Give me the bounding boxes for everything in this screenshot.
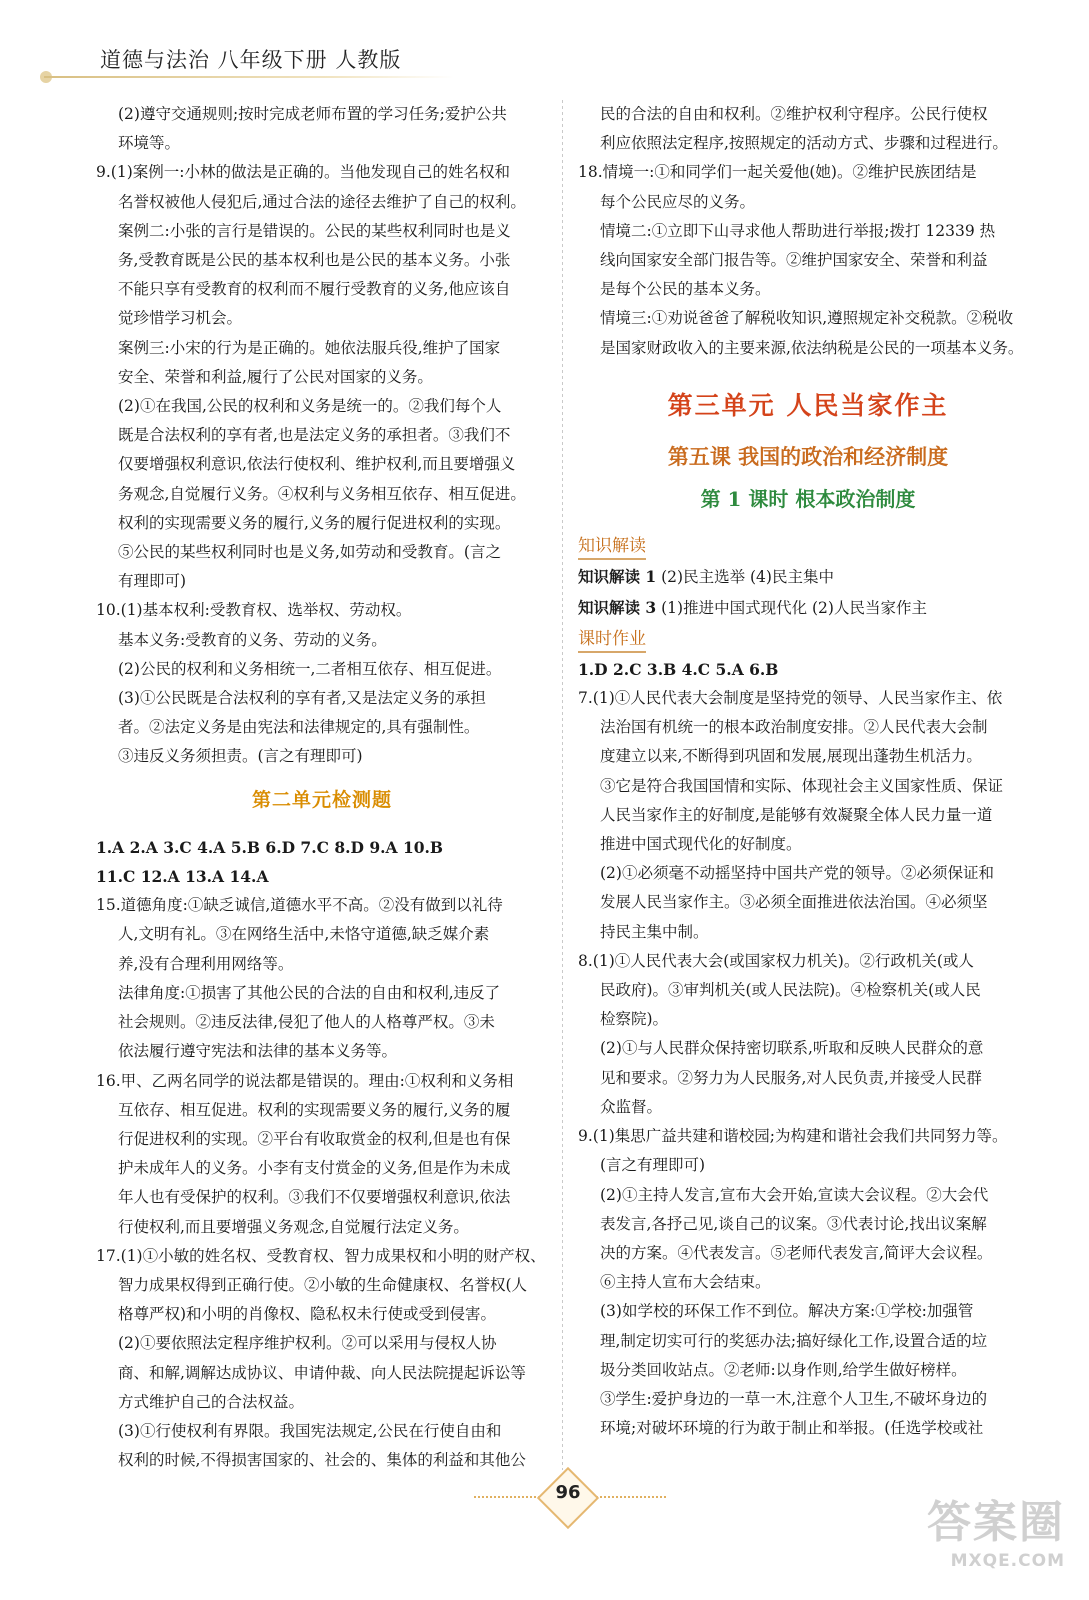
text-line: 理,制定切实可行的奖惩办法;搞好绿化工作,设置合适的垃 bbox=[600, 1331, 988, 1350]
text-line: 商、和解,调解达成协议、申请仲裁、向人民法院提起诉讼等 bbox=[118, 1363, 526, 1382]
text-line: 依法履行遵守宪法和法律的基本义务等。 bbox=[118, 1042, 398, 1061]
knowledge-label: 知识解读 3 bbox=[578, 597, 657, 617]
text-line: 互依存、相互促进。权利的实现需要义务的履行,义务的履 bbox=[118, 1100, 511, 1119]
text-line: 7.(1)①人民代表大会制度是坚持党的领导、人民当家作主、依 bbox=[578, 689, 1003, 708]
text-line: 10.(1)基本权利:受教育权、选举权、劳动权。 bbox=[96, 601, 412, 620]
text-line: 度建立以来,不断得到巩固和发展,展现出蓬勃生机活力。 bbox=[600, 747, 982, 766]
text-line: 年人也有受保护的权利。③我们不仅要增强权利意识,依法 bbox=[118, 1188, 511, 1207]
page-number-rule-right bbox=[596, 1496, 666, 1498]
text-line: 8.(1)①人民代表大会(或国家权力机关)。②行政机关(或人 bbox=[578, 951, 974, 970]
text-line: (2)遵守交通规则;按时完成老师布置的学习任务;爱护公共 bbox=[118, 105, 507, 123]
text-line: 18.情境一:①和同学们一起关爱他(她)。②维护民族团结是 bbox=[578, 163, 977, 182]
text-line: (3)如学校的环保工作不到位。解决方案:①学校:加强管 bbox=[600, 1302, 974, 1321]
text-line: 民的合法的自由和权利。②维护权利守程序。公民行使权 bbox=[600, 105, 988, 123]
text-line: 检察院)。 bbox=[600, 1010, 669, 1029]
text-line: 15.道德角度:①缺乏诚信,道德水平不高。②没有做到以礼待 bbox=[96, 896, 503, 915]
text-line: 方式维护自己的合法权益。 bbox=[118, 1392, 305, 1411]
column-divider bbox=[562, 100, 563, 1470]
text-line: (3)①公民既是合法权利的享有者,又是法定义务的承担 bbox=[118, 689, 486, 708]
text-line: 人,文明有礼。③在网络生活中,未恪守道德,缺乏媒介素 bbox=[118, 925, 490, 944]
text-line: (2)公民的权利和义务相统一,二者相互依存、相互促进。 bbox=[118, 659, 502, 678]
text-line: 决的方案。④代表发言。⑤老师代表发言,简评大会议程。 bbox=[600, 1243, 993, 1262]
text-line: 见和要求。②努力为人民服务,对人民负责,并接受人民群 bbox=[600, 1068, 982, 1087]
knowledge-answer: (2)民主选举 (4)民主集中 bbox=[656, 568, 834, 587]
text-line: (2)①必须毫不动摇坚持中国共产党的领导。②必须保证和 bbox=[600, 864, 994, 883]
text-line: 权利的实现需要义务的履行,义务的履行促进权利的实现。 bbox=[118, 513, 511, 532]
mc-answers: 1.A 2.A 3.C 4.A 5.B 6.D 7.C 8.D 9.A 10.B bbox=[96, 837, 444, 857]
left-column bbox=[96, 100, 548, 1475]
text-line: ③学生:爱护身边的一草一木,注意个人卫生,不破坏身边的 bbox=[600, 1389, 988, 1408]
text-line: 表发言,各抒己见,谈自己的议案。③代表讨论,找出议案解 bbox=[600, 1214, 987, 1233]
page-number: 96 bbox=[555, 1482, 581, 1503]
text-line: 护未成年人的义务。小李有支付赏金的义务,但是作为未成 bbox=[118, 1159, 511, 1178]
text-line: 法律角度:①损害了其他公民的合法的自由和权利,违反了 bbox=[118, 983, 501, 1002]
text-line: 发展人民当家作主。③必须全面推进依法治国。④必须坚 bbox=[600, 893, 988, 912]
text-line: (2)①在我国,公民的权利和义务是统一的。②我们每个人 bbox=[118, 397, 502, 416]
watermark-text: 答案圈 bbox=[927, 1497, 1065, 1548]
text-line: 法治国有机统一的根本政治制度安排。②人民代表大会制 bbox=[600, 718, 988, 737]
text-line: 众监督。 bbox=[600, 1097, 663, 1116]
text-line: 人民当家作主的好制度,是能够有效凝聚全体人民力量一道 bbox=[600, 805, 993, 824]
text-line: 不能只享有受教育的权利而不履行受教育的义务,他应该自 bbox=[118, 280, 511, 299]
text-line: 务,受教育既是公民的基本权利也是公民的基本义务。小张 bbox=[118, 251, 511, 270]
watermark-logo bbox=[915, 1495, 1065, 1590]
text-line: 9.(1)集思广益共建和谐校园;为构建和谐社会我们共同努力等。 bbox=[578, 1127, 1008, 1146]
text-line: 圾分类回收站点。②老师:以身作则,给学生做好榜样。 bbox=[600, 1360, 967, 1379]
text-line: 行使权利,而且要增强义务观念,自觉履行法定义务。 bbox=[118, 1217, 469, 1236]
text-line: 有理即可) bbox=[118, 572, 187, 591]
knowledge-label: 知识解读 1 bbox=[578, 567, 657, 587]
text-line: 者。②法定义务是由宪法和法律规定的,具有强制性。 bbox=[118, 718, 480, 737]
text-line: (2)①与人民群众保持密切联系,听取和反映人民群众的意 bbox=[600, 1039, 984, 1058]
text-line: 情境三:①劝说爸爸了解税收知识,遵照规定补交税款。②税收 bbox=[600, 309, 1014, 328]
text-line: ③违反义务须担责。(言之有理即可) bbox=[118, 747, 363, 766]
section-tag-homework: 课时作业 bbox=[578, 627, 646, 653]
text-line: 是国家财政收入的主要来源,依法纳税是公民的一项基本义务。 bbox=[600, 338, 1024, 357]
text-line: 线向国家安全部门报告等。②维护国家安全、荣誉和利益 bbox=[600, 251, 988, 270]
right-column bbox=[578, 100, 1038, 1443]
text-line: 9.(1)案例一:小林的做法是正确的。当他发现自己的姓名权和 bbox=[96, 163, 510, 182]
text-line: (3)①行使权利有界限。我国宪法规定,公民在行使自由和 bbox=[118, 1421, 502, 1440]
watermark-url: MXQE.COM bbox=[950, 1551, 1065, 1571]
text-line: 环境等。 bbox=[118, 134, 181, 153]
unit-title: 第三单元 人民当家作主 bbox=[667, 390, 949, 420]
text-line: 既是合法权利的享有者,也是法定义务的承担者。③我们不 bbox=[118, 426, 511, 445]
text-line: ⑤公民的某些权利同时也是义务,如劳动和受教育。(言之 bbox=[118, 543, 501, 562]
text-line: ⑥主持人宣布大会结束。 bbox=[600, 1273, 771, 1292]
text-line: 利应依照法定程序,按照规定的活动方式、步骤和过程进行。 bbox=[600, 134, 1008, 153]
text-line: 务观念,自觉履行义务。④权利与义务相互依存、相互促进。 bbox=[118, 484, 526, 503]
text-line: 案例二:小张的言行是错误的。公民的某些权利同时也是义 bbox=[118, 221, 511, 240]
text-line: 名誉权被他人侵犯后,通过合法的途径去维护了自己的权利。 bbox=[118, 192, 526, 211]
text-line: 持民主集中制。 bbox=[600, 922, 709, 941]
running-header: 道德与法治 八年级下册 人教版 bbox=[100, 48, 402, 72]
text-line: 16.甲、乙两名同学的说法都是错误的。理由:①权利和义务相 bbox=[96, 1071, 514, 1090]
text-line: (2)①要依照法定程序维护权利。②可以采用与侵权人协 bbox=[118, 1334, 497, 1353]
text-line: 行促进权利的实现。②平台有收取赏金的权利,但是也有保 bbox=[118, 1129, 511, 1148]
text-line: 民政府)。③审判机关(或人民法院)。④检察机关(或人民 bbox=[600, 981, 981, 1000]
text-line: ③它是符合我国国情和实际、体现社会主义国家性质、保证 bbox=[600, 776, 1004, 795]
text-line: 觉珍惜学习机会。 bbox=[118, 309, 243, 328]
text-line: 情境二:①立即下山寻求他人帮助进行举报;拨打 12339 热 bbox=[600, 221, 996, 240]
text-line: 格尊严权)和小明的肖像权、隐私权未行使或受到侵害。 bbox=[118, 1305, 497, 1324]
text-line: 案例三:小宋的行为是正确的。她依法服兵役,维护了国家 bbox=[118, 338, 501, 357]
text-line: 权利的时候,不得损害国家的、社会的、集体的利益和其他公 bbox=[118, 1451, 526, 1470]
page-number-rule-left bbox=[474, 1496, 544, 1498]
text-line: 养,没有合理利用网络等。 bbox=[118, 954, 294, 973]
period-title: 第 1 课时 根本政治制度 bbox=[700, 487, 916, 512]
knowledge-answer: (1)推进中国式现代化 (2)人民当家作主 bbox=[656, 598, 927, 617]
text-line: 智力成果权得到正确行使。②小敏的生命健康权、名誉权(人 bbox=[118, 1275, 528, 1294]
text-line: 每个公民应尽的义务。 bbox=[600, 192, 756, 211]
unit-test-title: 第二单元检测题 bbox=[251, 788, 392, 811]
text-line: 17.(1)①小敏的姓名权、受教育权、智力成果权和小明的财产权、 bbox=[96, 1246, 546, 1265]
text-line: 推进中国式现代化的好制度。 bbox=[600, 835, 802, 854]
section-tag-knowledge: 知识解读 bbox=[578, 534, 646, 560]
text-line: 基本义务:受教育的义务、劳动的义务。 bbox=[118, 630, 387, 649]
text-line: 社会规则。②违反法律,侵犯了他人的人格尊严权。③未 bbox=[118, 1013, 495, 1032]
text-line: 仅要增强权利意识,依法行使权利、维护权利,而且要增强义 bbox=[118, 455, 516, 474]
text-line: (2)①主持人发言,宣布大会开始,宣读大会议程。②大会代 bbox=[600, 1185, 989, 1204]
text-line: (言之有理即可) bbox=[600, 1156, 706, 1175]
text-line: 安全、荣誉和利益,履行了公民对国家的义务。 bbox=[118, 367, 433, 386]
mc-answers: 1.D 2.C 3.B 4.C 5.A 6.B bbox=[578, 659, 779, 679]
header-rule bbox=[44, 76, 454, 78]
text-line: 是每个公民的基本义务。 bbox=[600, 280, 771, 299]
mc-answers: 11.C 12.A 13.A 14.A bbox=[96, 867, 269, 887]
lesson-title: 第五课 我国的政治和经济制度 bbox=[667, 444, 949, 470]
text-line: 环境;对破坏环境的行为敢于制止和举报。(任选学校或社 bbox=[600, 1419, 984, 1438]
